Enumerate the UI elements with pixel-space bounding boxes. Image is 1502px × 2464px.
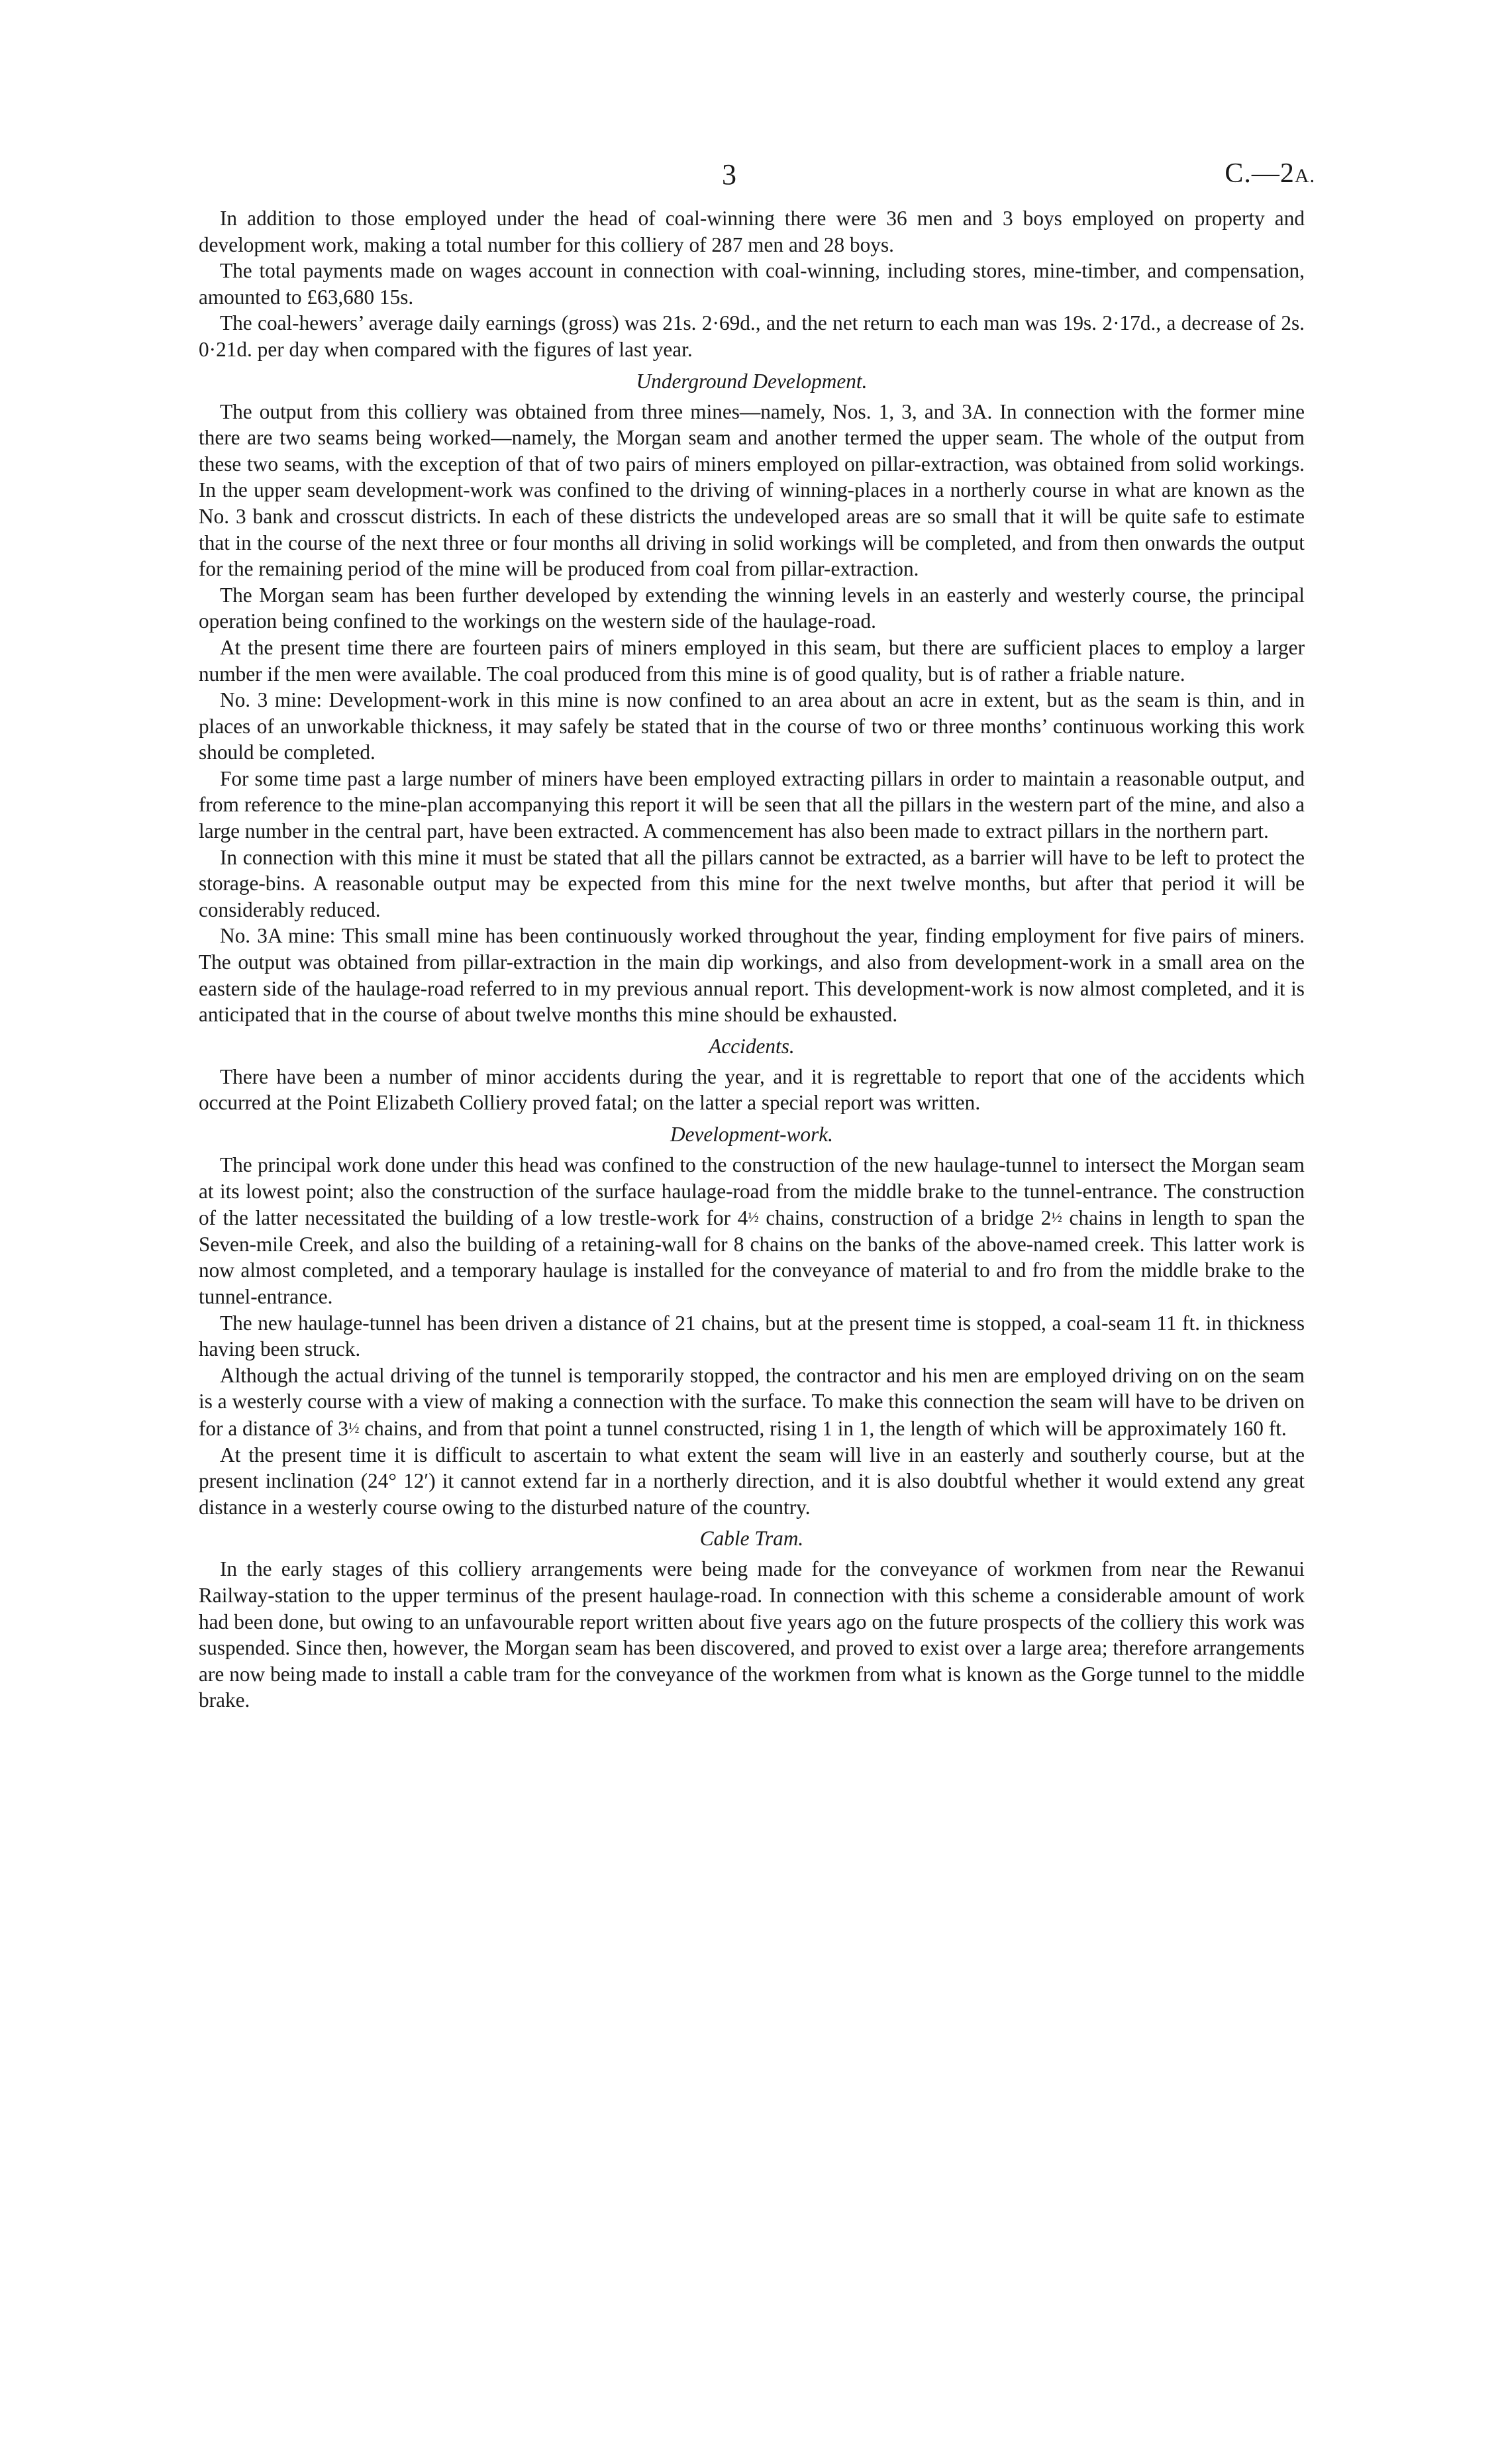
fraction: ½ xyxy=(348,1419,360,1436)
paragraph: At the present time there are fourteen pairs of miners employed in this seam, but there are sufficient places to employ a larger number if the men were available. The coal produced from this mine is of good quality, but is of rather a friable nature. xyxy=(199,635,1305,686)
text-run: chains, construction of a bridge 2 xyxy=(758,1206,1052,1230)
paragraph: At the present time it is difficult to ascertain to what extent the seam will live in an easterly and southerly course, but at the present inclination (24° 12′) it cannot extend far in a northerly direction, and it is also doubtful whether it would extend any great distance in a westerly course owing to the disturbed nature of the country. xyxy=(199,1443,1305,1519)
paragraph: The Morgan seam has been further developed by extending the winning levels in an easterly and westerly course, the principal operation being confined to the workings on the western side of the haulage-road. xyxy=(199,583,1305,633)
text-run: Although the actual driving of the tunnel is temporarily stopped, the contractor and his men are employed driving on on the seam is a westerly course with a view of making a connection with the surface. To make this connection the seam will have to be driven on for a distance of 3 xyxy=(199,1363,1305,1440)
paragraph: No. 3A mine: This small mine has been continuously worked throughout the year, finding employment for five pairs of miners. The output was obtained from pillar-extraction in the main dip workings, and also from development-work in a small area on the eastern side of the haulage-road referred to in my previous annual report. This development-work is now almost completed, and it is anticipated that in the course of about twelve months this mine should be exhausted. xyxy=(199,924,1305,1027)
paragraph: No. 3 mine: Development-work in this mine is now confined to an area about an acre in extent, but as the seam is thin, and in places of an unworkable thickness, it may safely be stated that in the course of two or three months’ continuous working this work should be completed. xyxy=(199,688,1305,764)
page-number: 3 xyxy=(722,158,736,191)
paragraph: The coal-hewers’ average daily earnings (gross) was 21s. 2·69d., and the net return to each man was 19s. 2·17d., a decrease of 2s. 0·21d. per day when compared with the figures of last year. xyxy=(199,311,1305,361)
fraction: ½ xyxy=(1051,1209,1062,1226)
section-heading-development: Development-work. xyxy=(670,1123,833,1146)
page-header xyxy=(199,152,1315,205)
paragraph: For some time past a large number of miners have been employed extracting pillars in order to maintain a reasonable output, and from reference to the mine-plan accompanying this report it will be seen that all the pillars in the western part of the mine, and also a large number in the central part, have been extracted. A commencement has also been made to extract pillars in the northern part. xyxy=(199,766,1305,843)
paragraph xyxy=(199,1362,1305,1442)
paragraph: The total payments made on wages account in connection with coal-winning, including stores, mine-timber, and compensation, amounted to £63,680 15s. xyxy=(199,259,1305,309)
text-run: The principal work done under this head was confined to the construction of the new haulage-tunnel to intersect the Morgan seam at its lowest point; also the construction of the surface haulage-road from the middle brake to the tunnel-entrance. The construction of the latter necessitated the building of a low trestle-work for 4 xyxy=(199,1153,1305,1230)
paragraph: In addition to those employed under the head of coal-winning there were 36 men and 3 boys employed on property and development work, making a total number for this colliery of 287 men and 28 boys. xyxy=(199,207,1305,256)
paragraph xyxy=(199,1152,1305,1310)
paragraph: In the early stages of this colliery arrangements were being made for the conveyance of workmen from near the Rewanui Railway-station to the upper terminus of the present haulage-road. In connection with this scheme a considerable amount of work had been done, but owing to an unfavourable report written about five years ago on the future prospects of the colliery this work was suspended. Since then, however, the Morgan seam has been discovered, and proved to exist over a large area; therefore arrangements are now being made to install a cable tram for the conveyance of the workmen from what is known as the Gorge tunnel to the middle brake. xyxy=(199,1557,1305,1712)
paragraph: The output from this colliery was obtained from three mines—namely, Nos. 1, 3, and 3A. In connection with the former mine there are two seams being worked—namely, the Morgan seam and another termed the upper seam. The whole of the output from these two seams, with the exception of that of two pairs of miners employed on pillar-extraction, was obtained from solid workings. In the upper seam development-work was confined to the driving of winning-places in a northerly course in what are known as the No. 3 bank and crosscut districts. In each of these districts the undeveloped areas are so small that it will be quite safe to estimate that in the course of the next three or four months all driving in solid workings will be completed, and from then onwards the output for the remaining period of the mine will be produced from coal from pillar-extraction. xyxy=(199,399,1305,581)
text-run: chains in length to span the Seven-mile Creek, and also the building of a retaining-wall for 8 chains on the banks of the above-named creek. This latter work is now almost completed, and a temporary haulage is installed for the conveyance of material to and fro from the middle brake to the tunnel-entrance. xyxy=(199,1206,1305,1308)
paper-code-main: C.—2 xyxy=(1225,158,1295,189)
paragraph: The new haulage-tunnel has been driven a distance of 21 chains, but at the present time is stopped, a coal-seam 11 ft. in thickness having been struck. xyxy=(199,1311,1305,1361)
paragraph: In connection with this mine it must be stated that all the pillars cannot be extracted, as a barrier will have to be left to protect the storage-bins. A reasonable output may be expected from this mine for the next twelve months, but after that period it will be considerably reduced. xyxy=(199,845,1305,921)
fraction: ½ xyxy=(748,1209,759,1226)
section-heading-underground: Underground Development. xyxy=(636,369,868,393)
text-run: chains, and from that point a tunnel constructed, rising 1 in 1, the length of which will be approximately 160 ft. xyxy=(359,1416,1287,1440)
section-heading-cable-tram: Cable Tram. xyxy=(699,1527,804,1551)
document-page xyxy=(199,152,1315,1714)
paper-code xyxy=(1225,158,1315,189)
paper-code-suffix: A. xyxy=(1294,165,1315,187)
section-heading-accidents: Accidents. xyxy=(709,1034,795,1058)
paragraph: There have been a number of minor accidents during the year, and it is regrettable to report that one of the accidents which occurred at the Point Elizabeth Colliery proved fatal; on the latter a special report was written. xyxy=(199,1064,1305,1115)
